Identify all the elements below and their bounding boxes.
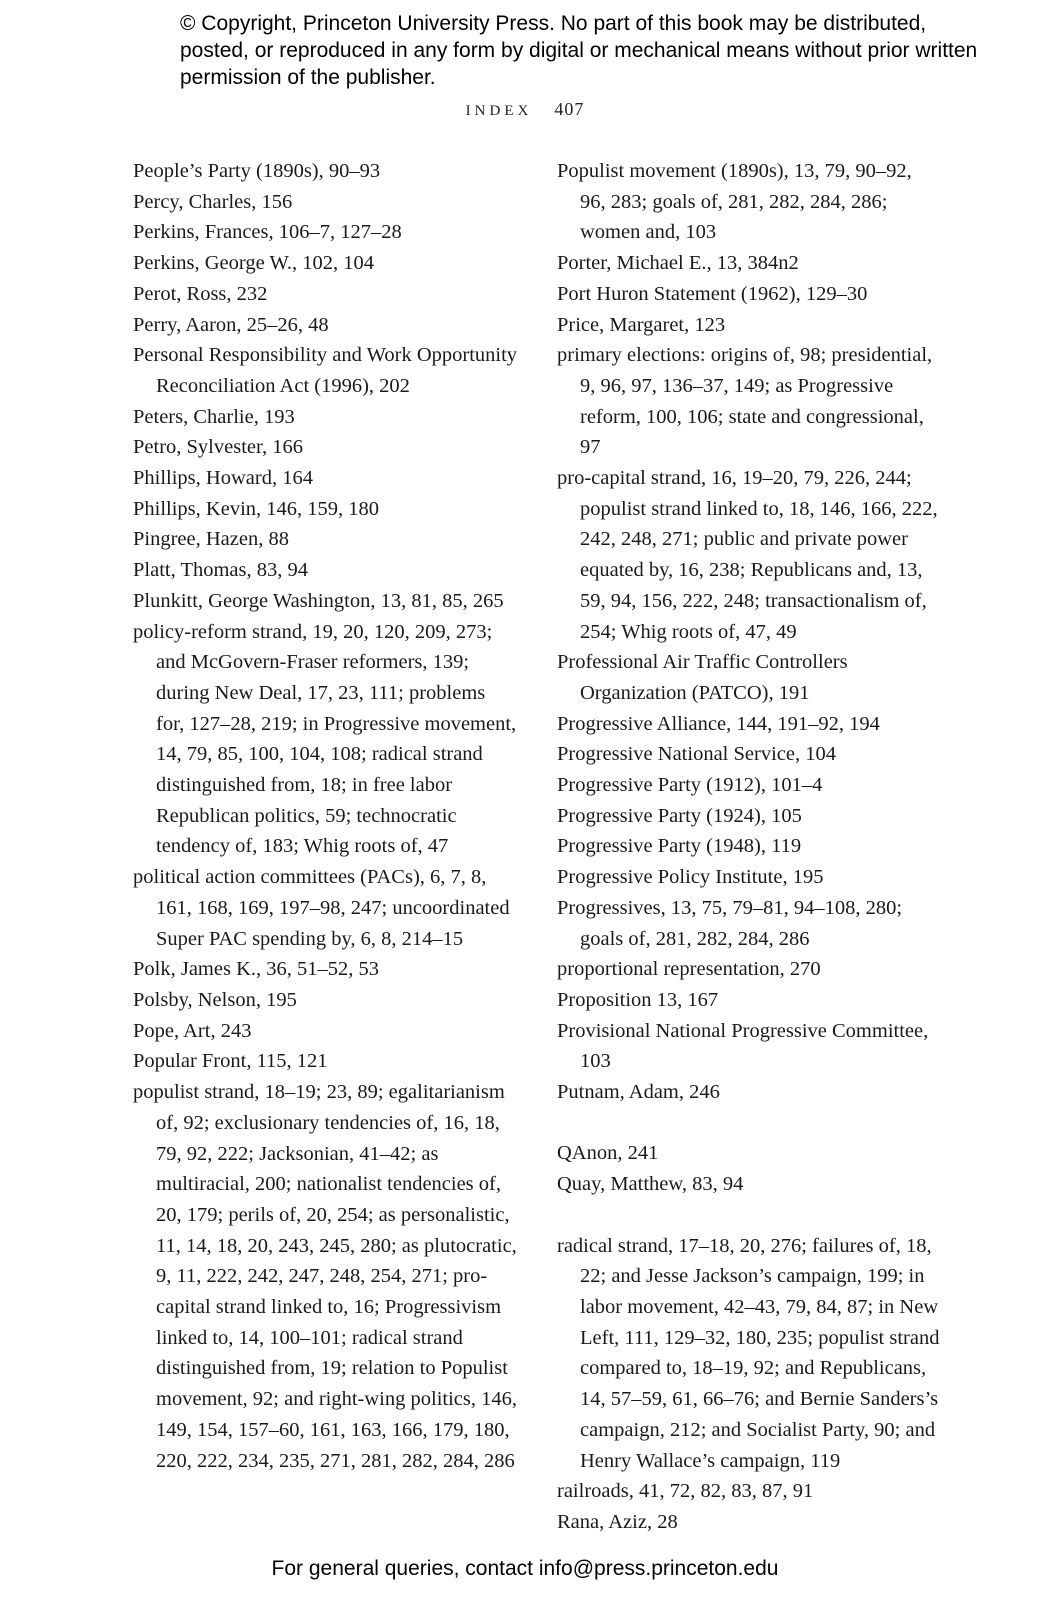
index-column-right	[557, 156, 942, 1538]
index-entry: Perkins, Frances, 106–7, 127–28	[133, 221, 402, 244]
index-column-left	[133, 156, 518, 1476]
index-entry: QAnon, 241	[557, 1142, 659, 1165]
copyright-notice: © Copyright, Princeton University Press. No part of this book may be distributed, posted, or reproduced in any form by digital or mechanical means without prior written permission of the publisher.	[180, 12, 978, 89]
index-entry: pro-capital strand, 16, 19–20, 79, 226, 244; populist strand linked to, 18, 146, 166, 222, 242, 248, 271; public and private power equated by, 16, 238; Republicans and, 13, 59, 94, 156, 222, 248; transactionalism of, 254; Whig roots of, 47, 49	[557, 467, 938, 643]
index-entry: Percy, Charles, 156	[133, 190, 293, 213]
index-entry: Pingree, Hazen, 88	[133, 528, 289, 551]
page-number: 407	[554, 99, 585, 119]
index-entry: Provisional National Progressive Committee, 103	[557, 1019, 929, 1073]
index-entry: Phillips, Howard, 164	[133, 467, 313, 490]
index-entry: Progressive Policy Institute, 195	[557, 866, 824, 889]
section-gap	[557, 1108, 942, 1139]
index-entry: Personal Responsibility and Work Opportunity Reconciliation Act (1996), 202	[133, 344, 518, 397]
index-entry: Pope, Art, 243	[133, 1019, 252, 1042]
index-entry: Progressive Alliance, 144, 191–92, 194	[557, 712, 880, 735]
index-entry: proportional representation, 270	[557, 958, 821, 981]
index-entry: Progressive Party (1924), 105	[557, 804, 802, 827]
index-entry: Platt, Thomas, 83, 94	[133, 559, 309, 582]
index-entry: railroads, 41, 72, 82, 83, 87, 91	[557, 1480, 814, 1503]
index-entry: Populist movement (1890s), 13, 79, 90–92, 96, 283; goals of, 281, 282, 284, 286; women and, 103	[557, 160, 912, 244]
index-entry: Perot, Ross, 232	[133, 282, 268, 305]
index-entry: Port Huron Statement (1962), 129–30	[557, 282, 868, 305]
index-entry: Polsby, Nelson, 195	[133, 988, 297, 1011]
index-entry: Popular Front, 115, 121	[133, 1050, 328, 1073]
index-entry: populist strand, 18–19; 23, 89; egalitarianism of, 92; exclusionary tendencies of, 16, 18, 79, 92, 222; Jacksonian, 41–42; as multiracial, 200; nationalist tendencies of, 20, 179; perils of, 20, 254; as personalistic, 11, 14, 18, 20, 243, 245, 280; as plutocratic, 9, 11, 222, 242, 247, 248, 254, 271; pro-capital strand linked to, 16; Progressivism linked to, 14, 100–101; radical strand distinguished from, 19; relation to Populist movement, 92; and right-wing politics, 146, 149, 154, 157–60, 161, 163, 166, 179, 180, 220, 222, 234, 235, 271, 281, 282, 284, 286	[133, 1081, 517, 1472]
footer-contact: For general queries, contact info@press.princeton.edu	[271, 1557, 779, 1580]
index-entry: People’s Party (1890s), 90–93	[133, 160, 381, 182]
index-entry: Phillips, Kevin, 146, 159, 180	[133, 497, 380, 520]
index-entry: Proposition 13, 167	[557, 988, 719, 1011]
index-entry: Price, Margaret, 123	[557, 313, 726, 336]
index-entry: Progressives, 13, 75, 79–81, 94–108, 280; goals of, 281, 282, 284, 286	[557, 896, 903, 950]
index-entry: Quay, Matthew, 83, 94	[557, 1173, 744, 1196]
index-entry: Porter, Michael E., 13, 384n2	[557, 252, 799, 275]
index-entry: political action committees (PACs), 6, 7, 8, 161, 168, 169, 197–98, 247; uncoordinated Super PAC spending by, 6, 8, 214–15	[133, 866, 510, 950]
running-head	[0, 99, 1050, 120]
index-entry: Perry, Aaron, 25–26, 48	[133, 313, 329, 336]
index-entry: Peters, Charlie, 193	[133, 405, 295, 428]
index-entry: primary elections: origins of, 98; presidential, 9, 96, 97, 136–37, 149; as Progressive reform, 100, 106; state and congressional, 97	[557, 344, 933, 459]
index-entry: Progressive Party (1948), 119	[557, 835, 802, 858]
index-entry: Plunkitt, George Washington, 13, 81, 85, 265	[133, 589, 504, 612]
index-entry: Rana, Aziz, 28	[557, 1510, 678, 1533]
index-entry: Professional Air Traffic Controllers Organization (PATCO), 191	[557, 651, 848, 704]
index-entry: radical strand, 17–18, 20, 276; failures of, 18, 22; and Jesse Jackson’s campaign, 199; in labor movement, 42–43, 79, 84, 87; in New Left, 111, 129–32, 180, 235; populist strand compared to, 18–19, 92; and Republicans, 14, 57–59, 61, 66–76; and Bernie Sanders’s campaign, 212; and Socialist Party, 90; and Henry Wallace’s campaign, 119	[557, 1234, 940, 1472]
running-head-title: INDEX	[465, 103, 533, 119]
index-entry: Putnam, Adam, 246	[557, 1081, 720, 1104]
index-entry: Polk, James K., 36, 51–52, 53	[133, 958, 379, 981]
index-entry: Progressive Party (1912), 101–4	[557, 774, 823, 797]
index-entry: Petro, Sylvester, 166	[133, 436, 303, 459]
index-entry: Perkins, George W., 102, 104	[133, 252, 375, 275]
index-entry: Progressive National Service, 104	[557, 743, 836, 766]
index-entry: policy-reform strand, 19, 20, 120, 209, 273; and McGovern-Fraser reformers, 139; during New Deal, 17, 23, 111; problems for, 127–28, 219; in Progressive movement, 14, 79, 85, 100, 104, 108; radical strand distinguished from, 18; in free labor Republican politics, 59; technocratic tendency of, 183; Whig roots of, 47	[133, 620, 517, 858]
section-gap	[557, 1200, 942, 1231]
